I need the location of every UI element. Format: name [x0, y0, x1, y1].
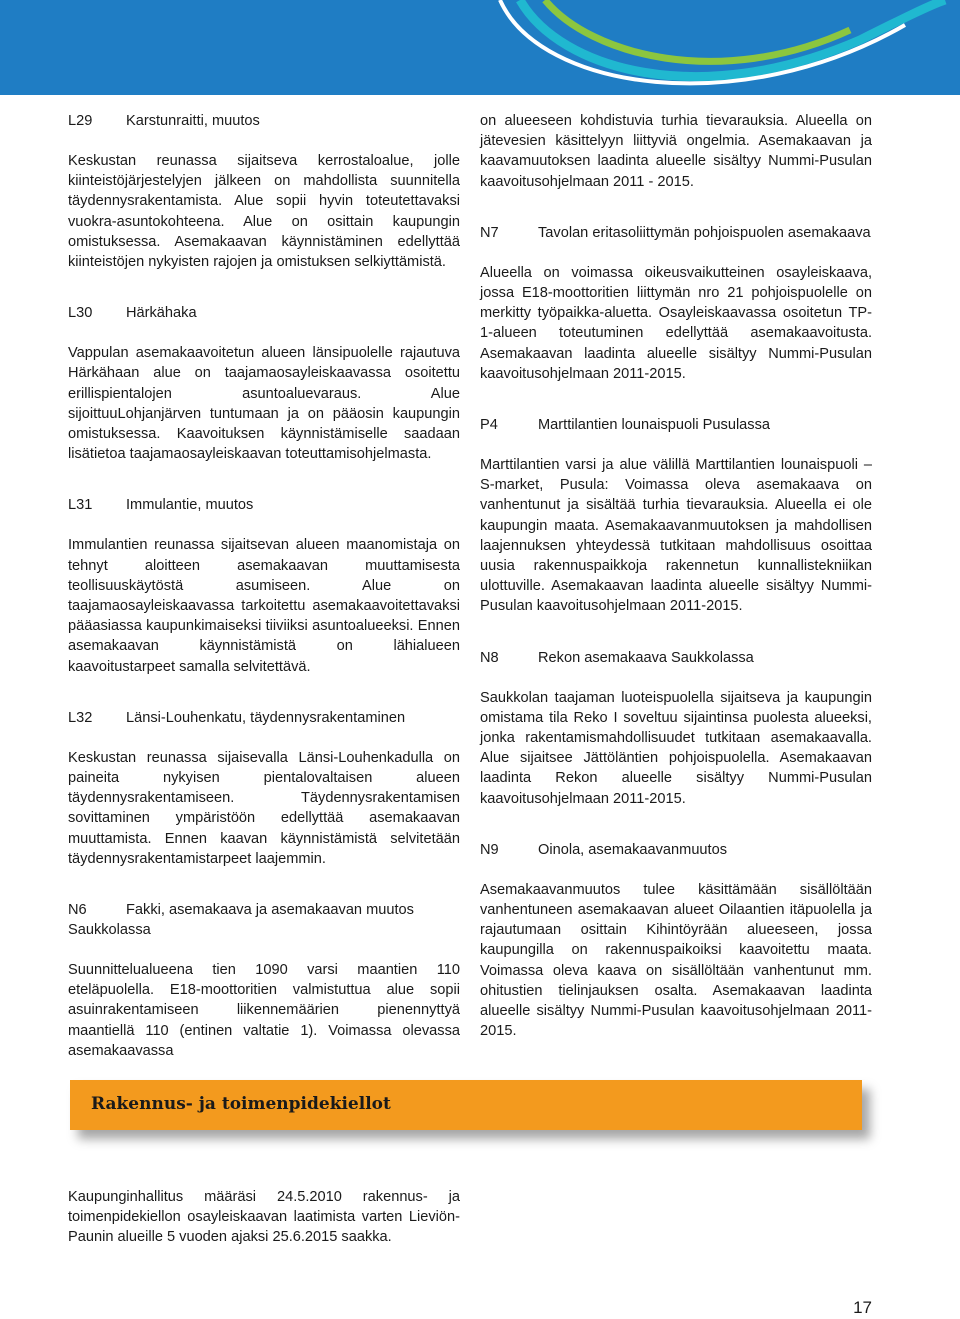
section-heading: [68, 303, 460, 323]
section-text: Keskustan reunassa sijaisevalla Länsi-Louhenkadulla on paineita nykyisen pientalovaltaisen alueen täydennysrakentamiseen. Täydennysrakentamisen sovittaminen ympäristöön edellyttää asemakaavan muuttamista. Ennen kaavan käynnistämistä selvitetään täydennysrakentamistarpeet laajemmin.: [68, 749, 460, 867]
section-code: L32: [68, 709, 93, 726]
section-title: Immulantie, muutos: [126, 497, 254, 514]
header-band: [0, 0, 960, 95]
section-heading: [68, 708, 460, 728]
section-heading: [480, 415, 872, 435]
section-heading: [68, 900, 460, 940]
section-text: Alueella on voimassa oikeusvaikutteinen osayleiskaava, jossa E18-moottoritien liittymän nro 21 pohjoispuolelle on merkitty työpaikka-aluetta. Osayleiskaavassa osoitetun TP-1-alueen toteutuminen edellyttää asemakaavoitusta. Asemakaavan laadinta alueelle sisältyy Nummi-Pusulan kaavoitusohjelmaan 2011-2015.: [480, 264, 872, 382]
section-text: Asemakaavanmuutos tulee käsittämään sisällöltään vanhentuneen asemakaavan alueet Oilaantien itäpuolella ja rajautumaan osittain Kihintöyrään alueeseen, jossa kaupungilla on rakennuspaikoiksi kaavoitettu maata. Voimassa oleva kaava on sisällöltään vanhentunut mm. ohitustien tielinjauksen osalta. Asemakaavan laadinta alueelle sisältyy Nummi-Pusulan kaavoitusohjelmaan 2011-2015.: [480, 881, 872, 1040]
section-title: Rekon asemakaava Saukkolassa: [538, 649, 754, 666]
continued-text: on alueeseen kohdistuvia turhia tievarauksia. Alueella on jätevesien käsittelyyn liittyviä ongelmia. Asemakaavan ja kaavamuutoksen laadinta alueelle sisältyy Nummi-Pusulan kaavoitusohjelmaan 2011 - 2015.: [480, 113, 872, 190]
section-l31: [68, 495, 460, 676]
section-code: L29: [68, 113, 93, 129]
banner-title: Rakennus- ja toimenpidekiellot: [91, 1094, 391, 1114]
section-title: Fakki, asemakaava ja asemakaavan muutos Saukkolassa: [68, 902, 414, 939]
section-heading: [68, 111, 460, 131]
section-text: Marttilantien varsi ja alue välillä Marttilantien lounaispuoli – S-market, Pusula: Voimassa oleva asemakaava on vanhentunut ja sisältää turhia tievarauksia. Alueella ei ole kaupungin maata. Asemakaavanmuutoksen ja mahdollisen laajennuksen yhteydessä tutkitaan mahdollisuus osoittaa uusia rakennuspaikkoja rakennetun kunnallistekniikan ulottuville. Asemakaavan laadinta alueelle sisältyy Nummi-Pusulan kaavoitusohjelmaan 2011-2015.: [480, 457, 872, 615]
page-number: 17: [853, 1298, 872, 1317]
section-n8: [480, 648, 872, 809]
section-code: L31: [68, 497, 93, 514]
section-title: Länsi-Louhenkatu, täydennysrakentaminen: [126, 709, 406, 726]
green-wave: [545, 0, 850, 61]
section-n6: [68, 900, 460, 1061]
left-column: [68, 111, 460, 1092]
section-n9: [480, 840, 872, 1042]
section-l30: [68, 303, 460, 464]
section-title: Karstunraitti, muutos: [126, 113, 260, 129]
section-code: N7: [480, 224, 499, 241]
section-code: L30: [68, 305, 93, 322]
section-text: Vappulan asemakaavoitetun alueen länsipuolelle rajautuva Härkähaan alue on taajamaosayleiskaavassa osoitettu erillispientalojen asuntoaluevaraus. Alue sijoittuuLohjanjärven tuntumaan ja on pääosin kaupungin omistuksessa. Kaavoituksen käynnistämiselle saadaan lisätietoa taajamaosayleiskaavan toteuttamisohjelmasta.: [68, 345, 460, 463]
section-code: N9: [480, 841, 499, 858]
section-text: Keskustan reunassa sijaitseva kerrostaloalue, jolle kiinteistöjärjestelyjen jälkeen on mahdollista suunnitella täydennysrakentamista. Alue sopii hyvin toteutettavaksi vuokra-asuntokohteena. Alue on osittain kaupungin omistuksessa. Asemakaavan käynnistäminen edellyttää kiinteistöjen nykyisten rajojen ja omistuksen selkiyttämistä.: [68, 153, 460, 271]
right-column: [480, 111, 872, 1073]
section-code: N8: [480, 649, 499, 666]
section-l32: [68, 708, 460, 869]
section-heading: [68, 495, 460, 515]
section-text: Saukkolan taajaman luoteispuolella sijaitseva ja kaupungin omistama tila Reko I soveltuu sijaintinsa puolesta alueeksi, jonka rakentamismahdollisuudet tutkitaan asemakaavalla. Alue sijaitsee Jättöläntien pohjoispuolella. Asemakaavan laadinta Rekon alueelle sisältyy Nummi-Pusulan kaavoitusohjelmaan 2011-2015.: [480, 689, 872, 807]
section-l29: [68, 111, 460, 272]
section-text: Suunnittelualueena tien 1090 varsi maantien 110 eteläpuolella. E18-moottoritien valmistuttua alue sopii asuinrakentamiseen liikennemäärien pienennyttyä maantiellä 110 (entinen valtatie 1). Voimassa olevassa asemakaavassa: [68, 962, 460, 1059]
section-title: Oinola, asemakaavanmuutos: [538, 841, 728, 858]
section-banner: [70, 1080, 862, 1130]
wave-logo-decoration: [0, 0, 960, 95]
section-heading: [480, 648, 872, 668]
section-text: Immulantien reunassa sijaitsevan alueen maanomistaja on tehnyt aloitteen asemakaavan muuttamisesta teollisuuskäytöstä asumiseen. Alue on taajamaosayleiskaavassa tarkoitettu asemakaavoitettavaksi pääasiassa kaupunkimaiseksi tiiviiksi asuntoalueeksi. Ennen asemakaavan käynnistämistä on lähialueen kaavoitustarpeet samalla selvitettävä.: [68, 537, 460, 675]
section-p4: [480, 415, 872, 617]
section-title: Tavolan eritasoliittymän pohjoispuolen asemakaava: [538, 224, 871, 241]
section-n7: [480, 223, 872, 384]
section-heading: [480, 223, 872, 243]
section-title: Marttilantien lounaispuoli Pusulassa: [538, 417, 771, 434]
bottom-text: Kaupunginhallitus määräsi 24.5.2010 rakennus- ja toimenpidekiellon osayleiskaavan laatimista varten Lieviön-Paunin alueille 5 vuoden ajaksi 25.6.2015 saakka.: [68, 1188, 460, 1245]
section-title: Härkähaka: [126, 305, 197, 322]
section-code: N6: [68, 902, 87, 919]
section-heading: [480, 840, 872, 860]
section-code: P4: [480, 417, 498, 434]
